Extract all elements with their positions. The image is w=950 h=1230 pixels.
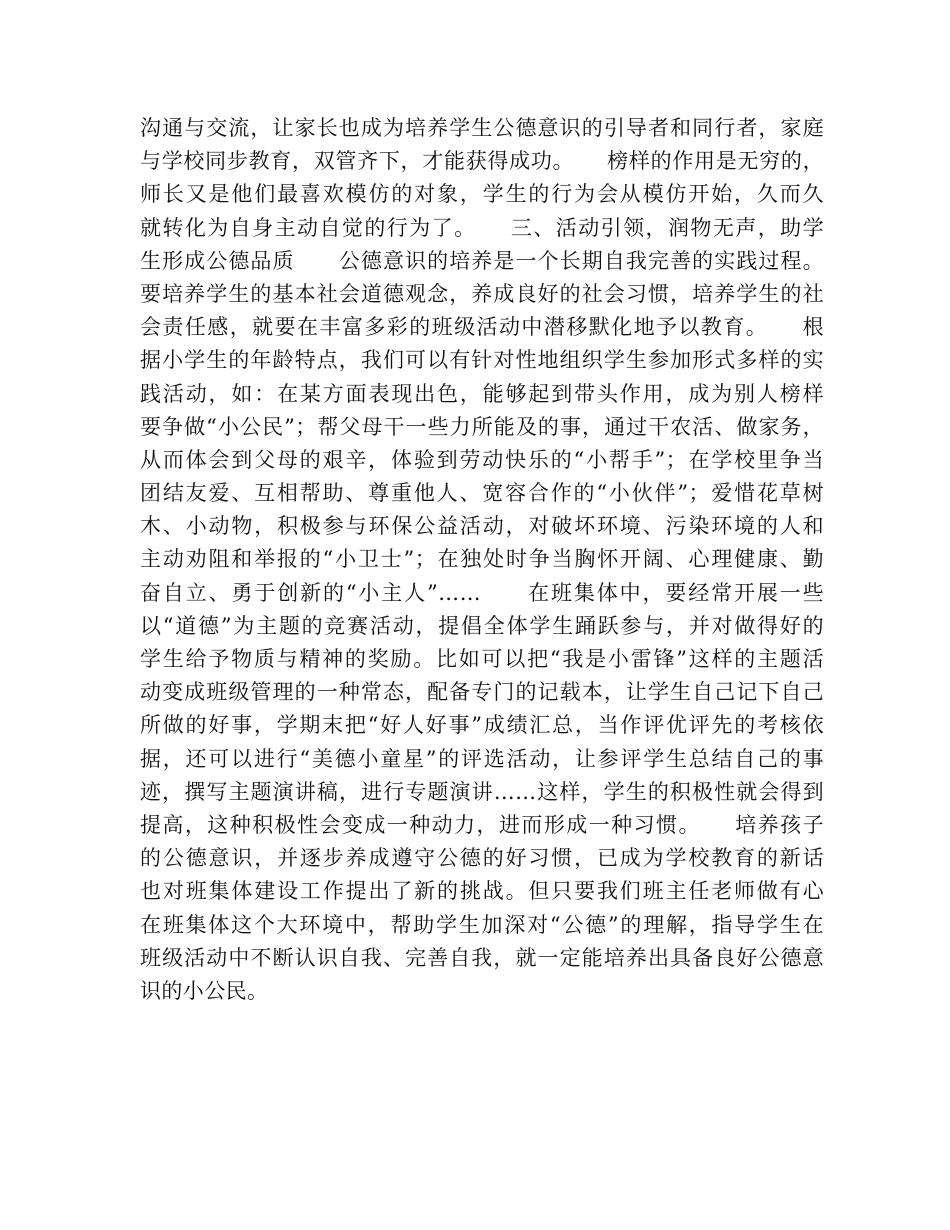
text-line: 以“道德”为主题的竞赛活动，提倡全体学生踊跃参与，并对做得好的 — [140, 613, 824, 638]
text-line: 践活动，如：在某方面表现出色，能够起到带头作用，成为别人榜样 — [140, 381, 824, 406]
text-line: 主动劝阻和举报的“小卫士”；在独处时争当胸怀开阔、心理健康、勤 — [140, 547, 824, 572]
text-line: 迹，撰写主题演讲稿，进行专题演讲……这样，学生的积极性就会得到 — [140, 779, 824, 804]
text-line: 团结友爱、互相帮助、尊重他人、宽容合作的“小伙伴”；爱惜花草树 — [140, 481, 824, 506]
text-line: 要培养学生的基本社会道德观念，养成良好的社会习惯，培养学生的社 — [140, 281, 824, 306]
text-line: 与学校同步教育，双管齐下，才能获得成功。 榜样的作用是无穷的， — [140, 149, 824, 174]
text-line: 沟通与交流，让家长也成为培养学生公德意识的引导者和同行者，家庭 — [140, 116, 824, 140]
text-line: 奋自立、勇于创新的“小主人”…… 在班集体中，要经常开展一些 — [140, 580, 824, 605]
text-line-last: 识的小公民。 — [140, 978, 269, 1003]
text-line: 所做的好事，学期末把“好人好事”成绩汇总，当作评优评先的考核依 — [140, 713, 824, 738]
text-line: 木、小动物，积极参与环保公益活动，对破坏环境、污染环境的人和 — [140, 514, 824, 539]
text-line: 学生给予物质与精神的奖励。比如可以把“我是小雷锋”这样的主题活 — [140, 647, 824, 671]
text-line: 生形成公德品质 公德意识的培养是一个长期自我完善的实践过程。 — [140, 248, 824, 273]
text-line: 据，还可以进行“美德小童星”的评选活动，让参评学生总结自己的事 — [140, 746, 824, 771]
text-line: 据小学生的年龄特点，我们可以有针对性地组织学生参加形式多样的实 — [140, 348, 824, 373]
text-line: 从而体会到父母的艰辛，体验到劳动快乐的“小帮手”；在学校里争当 — [140, 447, 824, 472]
text-line: 师长又是他们最喜欢模仿的对象，学生的行为会从模仿开始，久而久 — [140, 182, 824, 207]
text-line: 要争做“小公民”；帮父母干一些力所能及的事，通过干农活、做家务， — [140, 414, 824, 439]
text-line: 提高，这种积极性会变成一种动力，进而形成一种习惯。 培养孩子 — [140, 812, 824, 837]
text-line: 也对班集体建设工作提出了新的挑战。但只要我们班主任老师做有心 — [140, 879, 824, 904]
text-line: 就转化为自身主动自觉的行为了。 三、活动引领，润物无声，助学 — [140, 215, 824, 240]
text-line: 在班集体这个大环境中，帮助学生加深对“公德”的理解，指导学生在 — [140, 912, 824, 937]
text-line: 的公德意识，并逐步养成遵守公德的好习惯，已成为学校教育的新话 — [140, 846, 824, 871]
text-line: 动变成班级管理的一种常态，配备专门的记载本，让学生自己记下自己 — [140, 680, 824, 705]
text-line: 会责任感，就要在丰富多彩的班级活动中潜移默化地予以教育。 根 — [140, 315, 824, 340]
body-text — [140, 112, 824, 1008]
text-line: 班级活动中不断认识自我、完善自我，就一定能培养出具备良好公德意 — [140, 945, 824, 970]
